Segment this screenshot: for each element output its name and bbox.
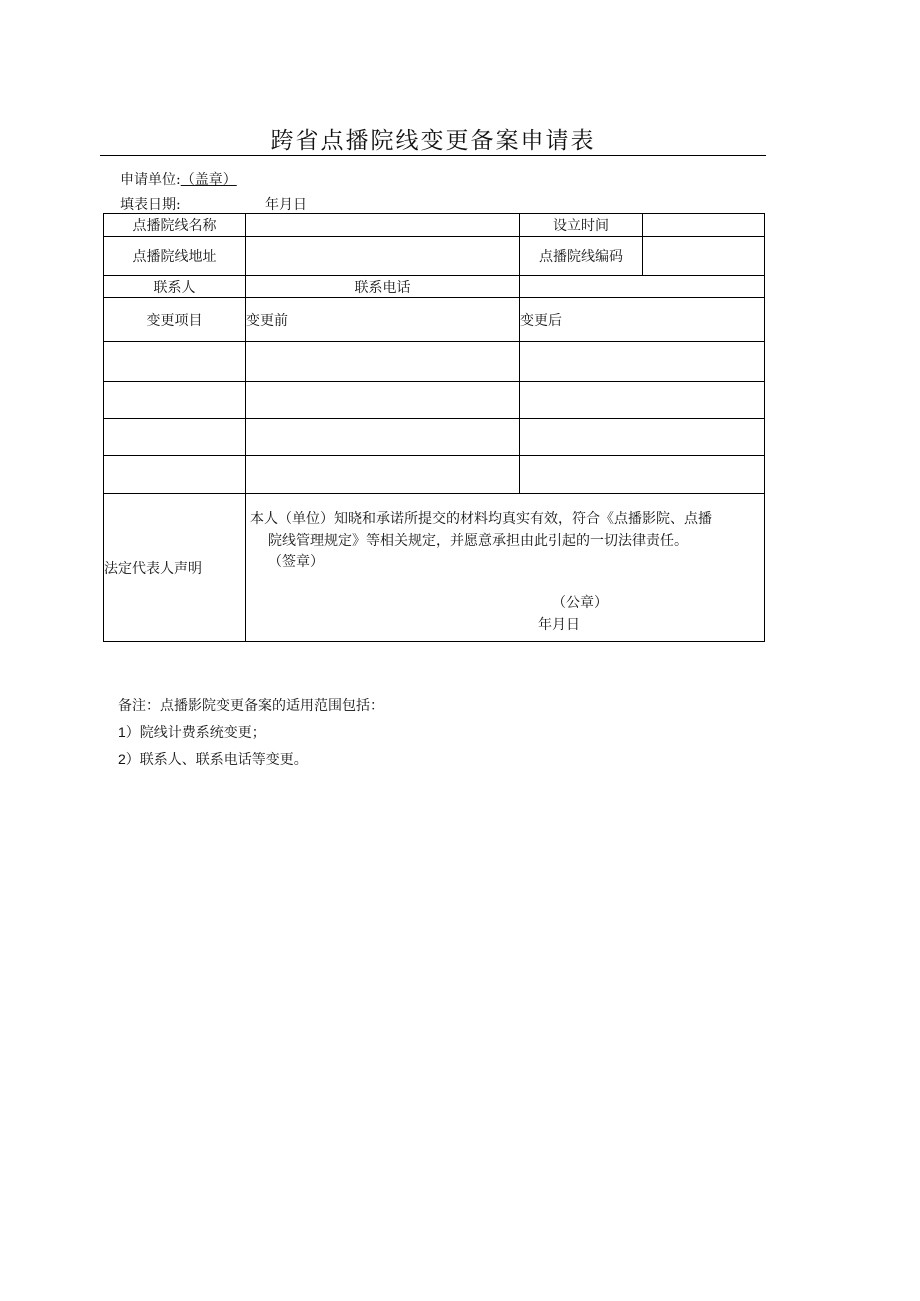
notes-heading: 备注：点播影院变更备案的适用范围包括： [118, 698, 384, 714]
table-row [104, 237, 765, 276]
note-text: ）院线计费系统变更； [125, 725, 266, 741]
form-title: 跨省点播院线变更备案申请表 [270, 128, 596, 154]
table-row [104, 276, 765, 298]
change-item-cell[interactable] [104, 342, 246, 382]
change-before-cell[interactable] [246, 456, 520, 494]
name-field[interactable] [246, 214, 520, 237]
change-before-header: 变更前 [246, 298, 520, 342]
change-before-cell[interactable] [246, 382, 520, 419]
change-after-cell[interactable] [520, 342, 765, 382]
change-before-cell[interactable] [246, 419, 520, 456]
phone-label: 联系电话 [246, 276, 520, 298]
change-item-header: 变更项目 [104, 298, 246, 342]
declaration-text [250, 508, 764, 552]
table-row [104, 419, 765, 456]
change-after-cell[interactable] [520, 382, 765, 419]
table-row [104, 214, 765, 237]
note-number: 1 [118, 724, 126, 740]
note-item [118, 749, 308, 769]
name-label: 点播院线名称 [104, 214, 246, 237]
phone-field[interactable] [520, 276, 765, 298]
signature-mark: （签章） [268, 554, 324, 570]
declaration-line-1: 本人（单位）知晓和承诺所提交的材料均真实有效，符合《点播影院、点播 [250, 511, 712, 527]
time-label: 设立时间 [520, 214, 643, 237]
change-item-cell[interactable] [104, 456, 246, 494]
code-label: 点播院线编码 [520, 237, 643, 276]
table-row [104, 456, 765, 494]
note-item [118, 722, 266, 742]
note-number: 2 [118, 751, 126, 767]
fill-date-label: 填表日期: [120, 197, 181, 213]
change-after-cell[interactable] [520, 456, 765, 494]
declaration-label: 法定代表人声明 [104, 494, 246, 642]
table-row [104, 494, 765, 642]
table-row [104, 382, 765, 419]
contact-label: 联系人 [104, 276, 246, 298]
table-row [104, 298, 765, 342]
change-after-cell[interactable] [520, 419, 765, 456]
address-label: 点播院线地址 [104, 237, 246, 276]
change-item-cell[interactable] [104, 419, 246, 456]
time-field[interactable] [643, 214, 765, 237]
title-divider [100, 155, 766, 156]
declaration-date: 年月日 [538, 617, 580, 633]
address-field[interactable] [246, 237, 520, 276]
fill-date-value: 年月日 [265, 197, 307, 213]
table-row [104, 342, 765, 382]
applicant-line [120, 169, 237, 189]
declaration-line-2: 院线管理规定》等相关规定，并愿意承担由此引起的一切法律责任。 [268, 533, 688, 549]
applicant-seal: （盖章） [180, 172, 237, 188]
change-item-cell[interactable] [104, 382, 246, 419]
note-text: ）联系人、联系电话等变更。 [125, 752, 308, 768]
application-form-table [103, 213, 765, 642]
change-before-cell[interactable] [246, 342, 520, 382]
code-field[interactable] [643, 237, 765, 276]
declaration-cell [246, 494, 765, 642]
applicant-label: 申请单位: [120, 172, 181, 188]
official-seal-mark: （公章） [552, 595, 608, 611]
change-after-header: 变更后 [520, 298, 765, 342]
